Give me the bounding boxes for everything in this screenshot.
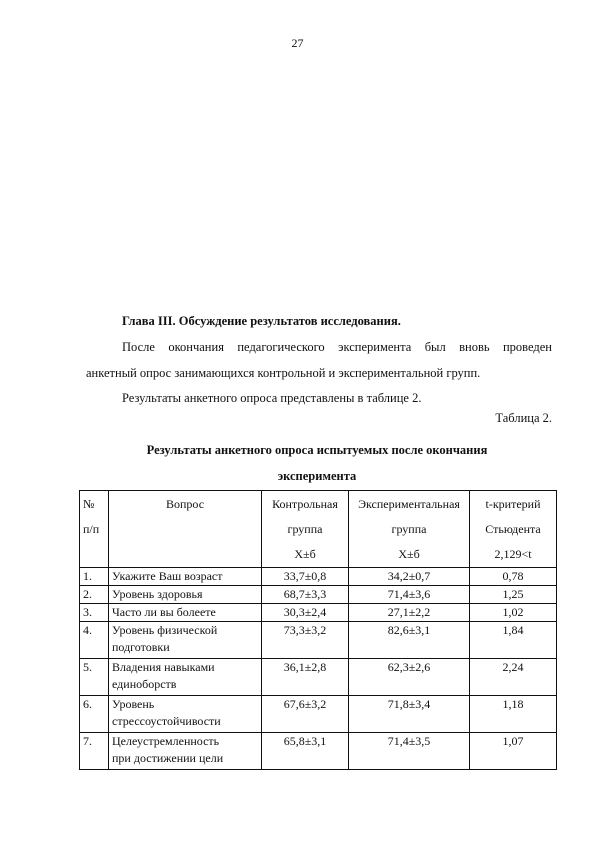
table-title [78,437,556,489]
header-t-criterion [470,491,557,568]
row-question [109,586,262,604]
table-row [80,696,557,733]
table-row [80,733,557,770]
row-question-line: Целеустремленность [112,734,220,748]
row-experimental: 34,2±0,7 [349,568,470,586]
row-question-line: Часто ли вы болеете [112,605,216,619]
header-question-line: Вопрос [165,497,205,511]
row-experimental: 71,8±3,4 [349,696,470,733]
row-question-line: единоборств [112,677,177,691]
table-row [80,622,557,659]
row-question [109,604,262,622]
row-t: 0,78 [470,568,557,586]
header-control-line: X±б [294,547,316,561]
row-experimental: 71,4±3,5 [349,733,470,770]
row-question [109,622,262,659]
row-question [109,659,262,696]
row-num: 5. [80,659,109,696]
row-question-line: подготовки [112,640,170,654]
header-t-line: t-критерий [485,497,541,511]
header-control-line: Контрольная [272,497,338,511]
row-t: 2,24 [470,659,557,696]
row-num: 1. [80,568,109,586]
table-header-row [80,491,557,568]
header-num-line: п/п [83,522,100,536]
row-num: 3. [80,604,109,622]
row-control: 33,7±0,8 [262,568,349,586]
header-control [262,491,349,568]
header-question [109,491,262,568]
paragraph-intro-line2: анкетный опрос занимающихся контрольной и экспериментальной групп. [86,366,481,380]
row-question [109,696,262,733]
row-control: 65,8±3,1 [262,733,349,770]
row-question-line: Укажите Ваш возраст [112,569,223,583]
table-row [80,586,557,604]
paragraph-intro-line1: После окончания педагогического эксперимента был вновь проведен [122,340,552,354]
row-t: 1,25 [470,586,557,604]
results-table [79,490,557,770]
row-question-line: стрессоустойчивости [112,714,221,728]
paragraph-intro [86,334,552,386]
chapter-heading: Глава III. Обсуждение результатов исследования. [122,314,401,328]
header-num [80,491,109,568]
header-experimental-line: группа [391,522,427,536]
row-question-line: Владения навыками [112,660,215,674]
header-experimental [349,491,470,568]
page-number: 27 [291,36,304,50]
row-control: 67,6±3,2 [262,696,349,733]
row-experimental: 27,1±2,2 [349,604,470,622]
header-num-line: № [83,497,95,511]
row-num: 7. [80,733,109,770]
paragraph-results: Результаты анкетного опроса представлены в таблице 2. [122,391,422,405]
row-control: 73,3±3,2 [262,622,349,659]
row-t: 1,02 [470,604,557,622]
row-question-line: Уровень здоровья [112,587,203,601]
header-experimental-line: Экспериментальная [358,497,460,511]
row-num: 4. [80,622,109,659]
row-num: 6. [80,696,109,733]
table-row [80,604,557,622]
row-control: 68,7±3,3 [262,586,349,604]
row-t: 1,07 [470,733,557,770]
row-question [109,568,262,586]
row-experimental: 71,4±3,6 [349,586,470,604]
row-experimental: 62,3±2,6 [349,659,470,696]
row-question-line: Уровень [112,697,155,711]
header-t-line: Стьюдента [485,522,541,536]
header-experimental-line: X±б [398,547,420,561]
header-control-line: группа [287,522,323,536]
row-num: 2. [80,586,109,604]
row-experimental: 82,6±3,1 [349,622,470,659]
row-control: 30,3±2,4 [262,604,349,622]
row-question-line: при достижении цели [112,751,224,765]
table-title-line2: эксперимента [277,469,357,483]
table-title-line1: Результаты анкетного опроса испытуемых после окончания [146,443,488,457]
row-t: 1,18 [470,696,557,733]
row-control: 36,1±2,8 [262,659,349,696]
row-question-line: Уровень физической [112,623,218,637]
row-question [109,733,262,770]
table-label: Таблица 2. [495,411,552,425]
table-row [80,659,557,696]
table-row [80,568,557,586]
row-t: 1,84 [470,622,557,659]
header-t-line: 2,129<t [494,547,532,561]
